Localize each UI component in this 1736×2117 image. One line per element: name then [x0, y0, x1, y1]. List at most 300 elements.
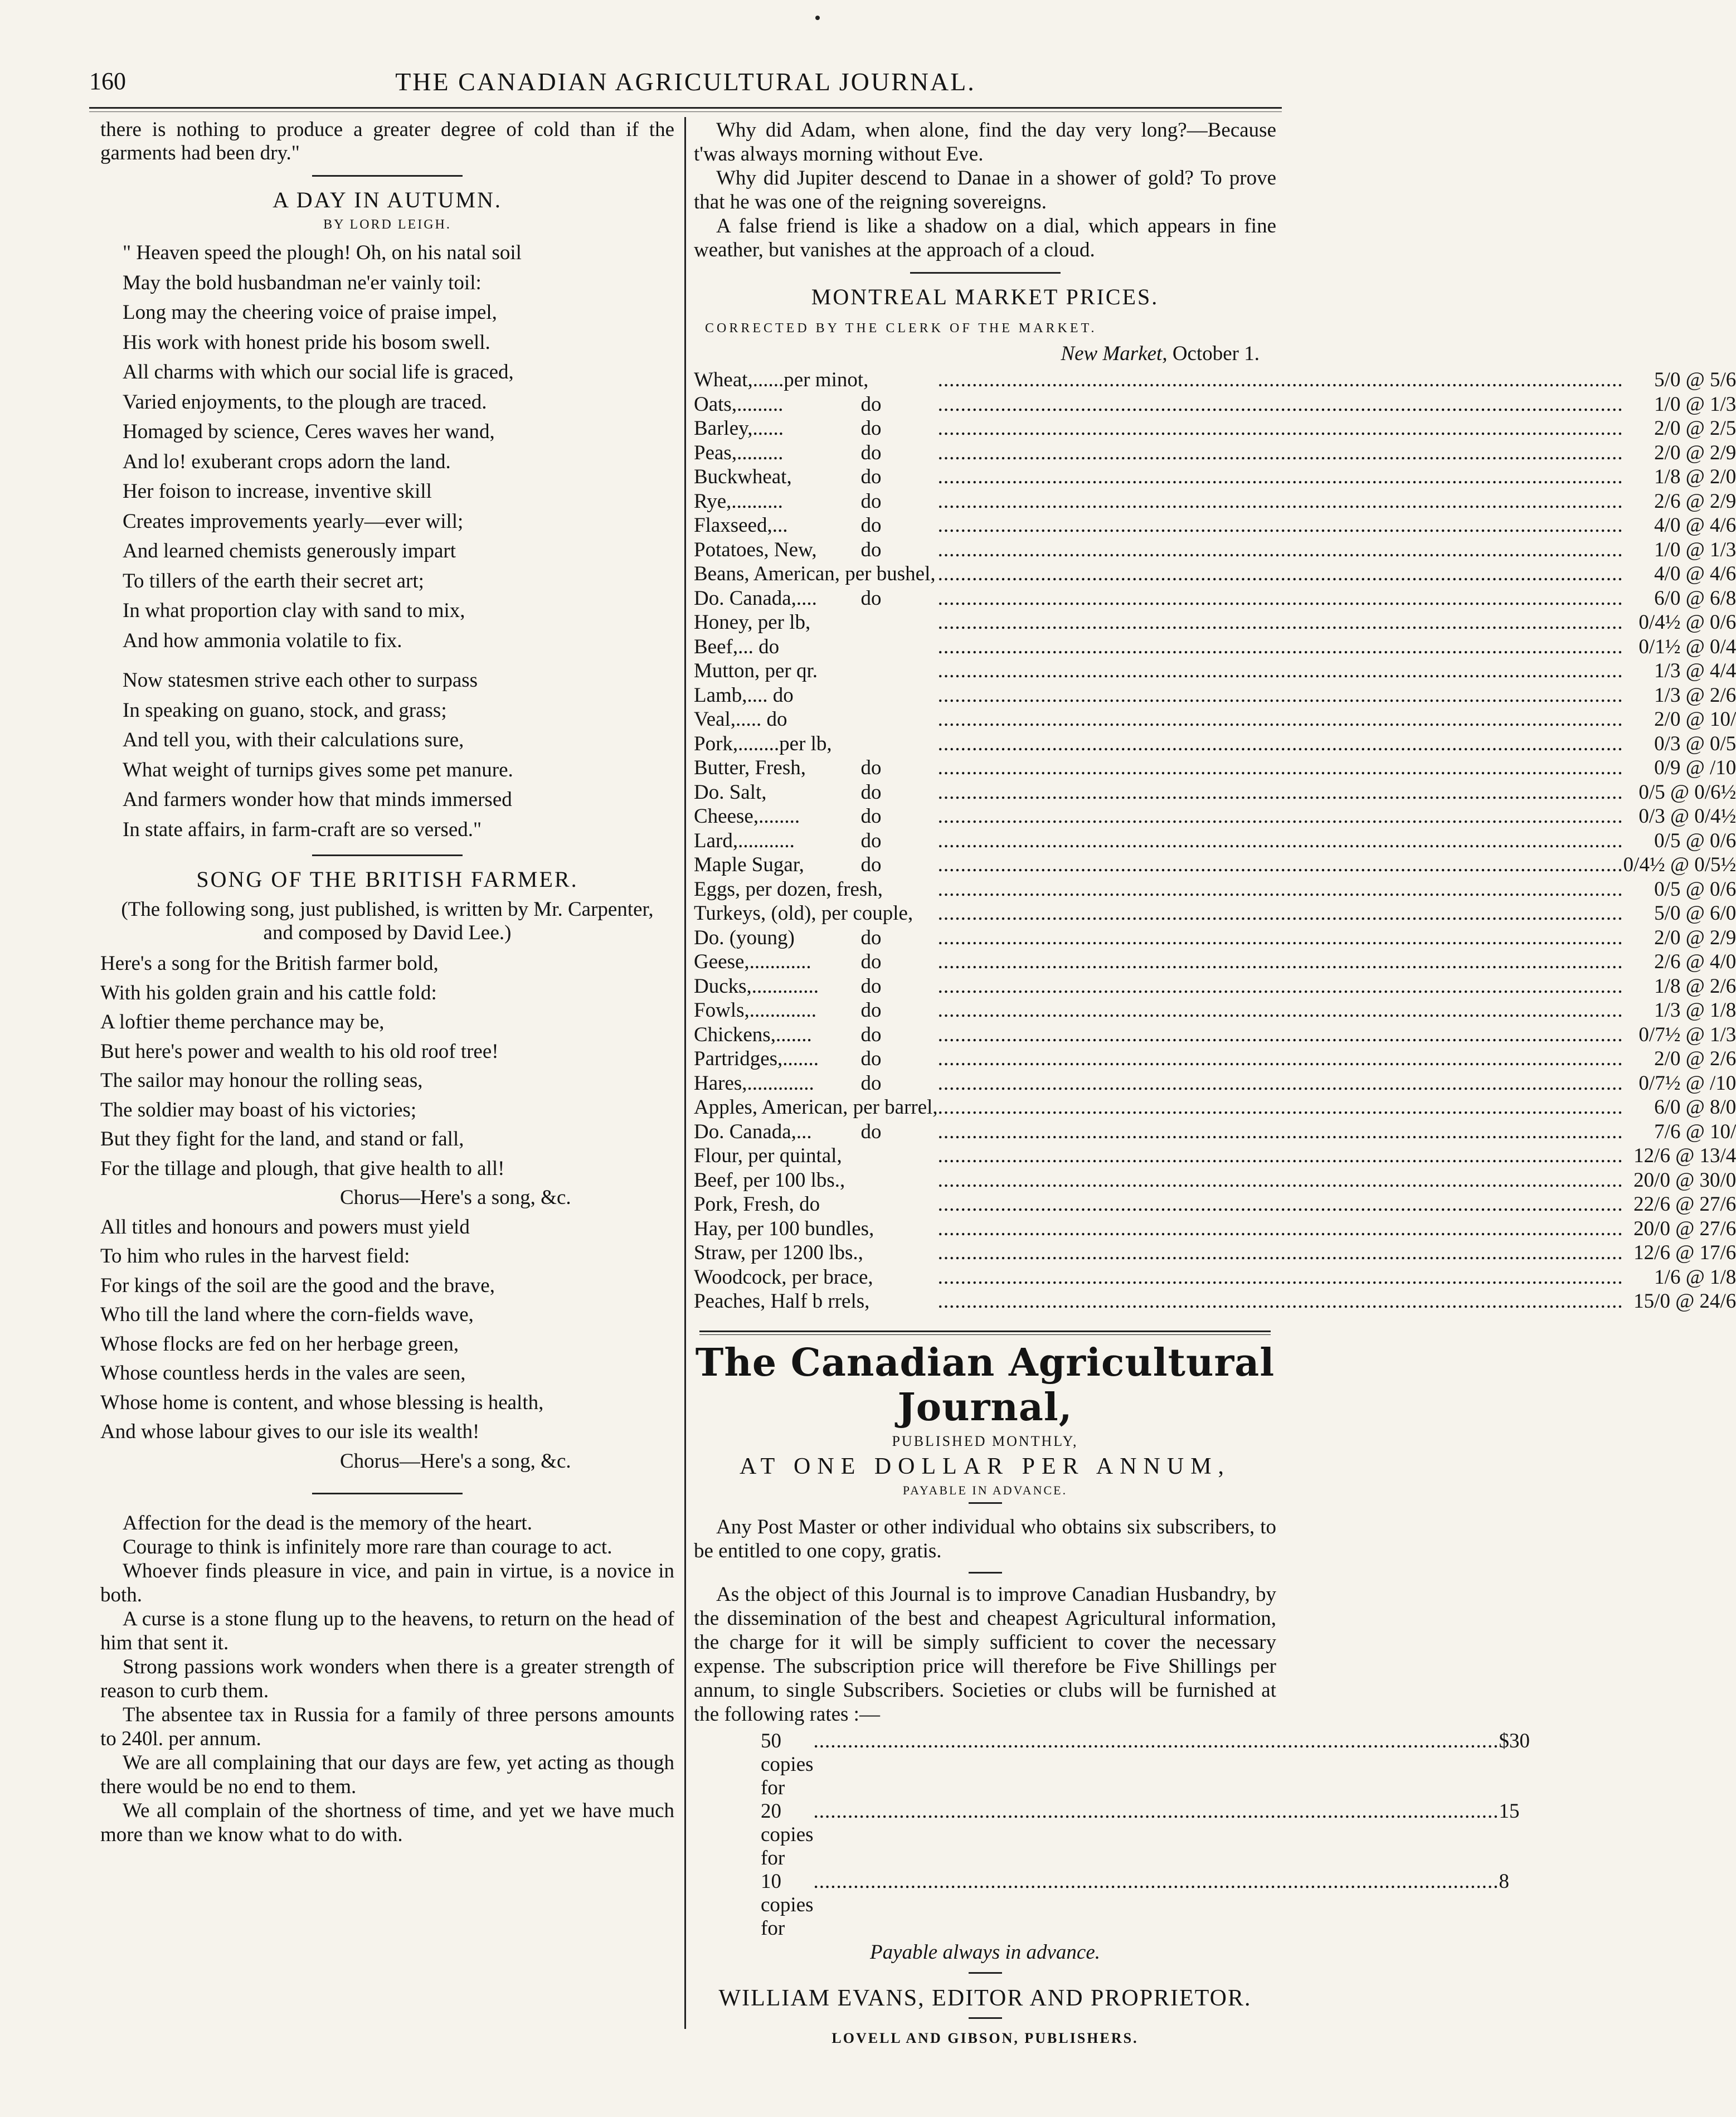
leader-dots [938, 1217, 1623, 1241]
header-rule [89, 107, 1282, 109]
price-row [694, 1241, 1736, 1265]
leader-dots [938, 441, 1623, 465]
price-unit: do [860, 586, 882, 610]
price-item: Rye,.......... [694, 489, 783, 513]
leader-dots [938, 416, 1623, 441]
price-unit: do [860, 1023, 882, 1046]
leader-dots [938, 732, 1623, 756]
ad-small-rule [969, 1572, 1002, 1574]
ad-editor: WILLIAM EVANS, EDITOR AND PROPRIETOR. [718, 1985, 1252, 2011]
price-value: 6/0 @ 6/8 [1654, 586, 1736, 610]
leader-dots [938, 1023, 1623, 1047]
leader-dots [938, 441, 1623, 465]
sayings [100, 1511, 674, 1847]
price-row [694, 392, 1736, 417]
leader-dots [938, 1047, 1623, 1071]
market-price-table [694, 368, 1736, 1314]
market-title: MONTREAL MARKET PRICES. [811, 284, 1159, 309]
saying: Courage to think is infinitely more rare than courage to act. [123, 1536, 612, 1558]
price-item: Fowls,............. [694, 999, 816, 1022]
price-item: Mutton, per qr. [694, 659, 818, 682]
price-value: 1/0 @ 1/3 [1654, 392, 1736, 416]
price-row [694, 974, 1736, 999]
price-row [694, 659, 1736, 683]
price-item: Veal,..... do [694, 708, 787, 731]
price-row [694, 513, 1736, 538]
price-value: 1/0 @ 1/3 [1654, 538, 1736, 561]
section-rule [312, 1493, 463, 1494]
saying: Affection for the dead is the memory of the heart. [123, 1512, 532, 1535]
ad-published: PUBLISHED MONTHLY, [892, 1433, 1078, 1449]
price-value: 2/0 @ 10/ [1654, 708, 1736, 731]
rate-price: 8 [1499, 1870, 1510, 1893]
price-row [694, 1144, 1736, 1168]
leader-dots [938, 1217, 1623, 1241]
price-item: Eggs, per dozen, fresh, [694, 877, 883, 901]
leader-dots [938, 950, 1623, 974]
price-value: 5/0 @ 5/6 [1654, 368, 1736, 391]
song-line: Whose countless herds in the vales are seen, [100, 1362, 466, 1385]
ad-small-rule [969, 1972, 1002, 1974]
price-value: 12/6 @ 17/6 [1633, 1241, 1736, 1264]
leader-dots [938, 538, 1623, 562]
poem-line: Creates improvements yearly—ever will; [123, 509, 464, 533]
price-row [694, 756, 1736, 780]
jokes [694, 118, 1276, 262]
ad-small-rule [969, 1502, 1002, 1504]
leader-dots [938, 756, 1623, 780]
price-unit: do [860, 1120, 882, 1143]
leader-dots [938, 829, 1623, 853]
price-item: Do. (young) [694, 926, 795, 949]
price-row [694, 707, 1736, 732]
leader-dots [938, 489, 1623, 514]
price-unit: do [860, 514, 882, 537]
poem-line: And farmers wonder how that minds immersed [123, 788, 512, 811]
ad-price-line: AT ONE DOLLAR PER ANNUM, [739, 1453, 1231, 1479]
song-line: But they fight for the land, and stand or fall, [100, 1128, 464, 1150]
price-item: Lamb,.... do [694, 683, 794, 707]
ad-rule-thin [699, 1334, 1271, 1335]
leader-dots [938, 610, 1623, 635]
poem-title: A DAY IN AUTUMN. [273, 187, 502, 212]
leader-dots [938, 1265, 1623, 1290]
section-rule [312, 854, 463, 856]
song-line: With his golden grain and his cattle fold: [100, 981, 437, 1004]
price-row [694, 829, 1736, 853]
leader-dots [938, 1241, 1623, 1265]
joke: Why did Jupiter descend to Danae in a shower of gold? To prove that he was one of the reigning sovereigns. [694, 167, 1276, 213]
leader-dots [938, 1144, 1623, 1168]
leader-dots [938, 513, 1623, 538]
rate-row [761, 1729, 1530, 1800]
price-value: 2/6 @ 4/0 [1654, 950, 1736, 973]
section-rule [312, 175, 463, 177]
header-rule-thin [89, 111, 1282, 112]
ad-para-1: Any Post Master or other individual who obtains six subscribers, to be entitled to one copy, gratis. [694, 1515, 1276, 1562]
rate-label: 10 copies for [761, 1870, 814, 1940]
section-rule [910, 272, 1061, 274]
leader-dots [938, 368, 1623, 392]
price-value: 0/9 @ /10 [1654, 756, 1736, 779]
leader-dots [938, 707, 1623, 732]
song-line: Who till the land where the corn-fields wave, [100, 1303, 474, 1326]
poem-line: " Heaven speed the plough! Oh, on his natal soil [123, 241, 522, 264]
leader-dots [938, 756, 1623, 780]
leader-dots [938, 926, 1623, 950]
price-row [694, 465, 1736, 489]
song-verse-2 [100, 1213, 674, 1477]
price-item: Cheese,........ [694, 805, 800, 828]
price-row [694, 998, 1736, 1023]
leader-dots [938, 562, 1623, 586]
page-header [89, 67, 1282, 100]
leader-dots [938, 1120, 1623, 1144]
price-row [694, 538, 1736, 562]
price-value: 0/5 @ 0/6 [1654, 877, 1736, 901]
price-item: Beans, American, per bushel, [694, 562, 936, 585]
rate-label: 20 copies for [761, 1799, 814, 1870]
leader-dots [938, 392, 1623, 417]
price-row [694, 901, 1736, 926]
price-row [694, 489, 1736, 514]
price-value: 2/6 @ 2/9 [1654, 489, 1736, 513]
price-row [694, 562, 1736, 586]
poem-byline: BY LORD LEIGH. [323, 217, 451, 232]
leader-dots [938, 683, 1623, 708]
price-value: 12/6 @ 13/4 [1633, 1144, 1736, 1167]
price-value: 20/0 @ 30/0 [1633, 1168, 1736, 1192]
price-row [694, 1289, 1736, 1314]
leader-dots [814, 1870, 1499, 1940]
price-unit: do [860, 974, 882, 998]
leader-dots [938, 853, 1623, 877]
price-value: 20/0 @ 27/6 [1633, 1217, 1736, 1240]
price-unit: do [860, 999, 882, 1022]
price-unit: do [860, 392, 882, 416]
saying: Whoever finds pleasure in vice, and pain in virtue, is a novice in both. [100, 1560, 674, 1606]
poem-line: In what proportion clay with sand to mix, [123, 599, 465, 622]
price-value: 2/0 @ 2/5 [1654, 417, 1736, 440]
price-item: Peaches, Half b rrels, [694, 1290, 870, 1313]
leader-dots [938, 950, 1623, 974]
market-place: New Market, [1061, 342, 1168, 365]
poem-line: His work with honest pride his bosom swell. [123, 331, 490, 354]
poem-line: In speaking on guano, stock, and grass; [123, 698, 447, 722]
price-item: Potatoes, New, [694, 538, 817, 561]
price-value: 22/6 @ 27/6 [1633, 1193, 1736, 1216]
song-line: The sailor may honour the rolling seas, [100, 1069, 423, 1092]
song-chorus: Chorus—Here's a song, &c. [340, 1186, 571, 1209]
leader-dots [938, 659, 1623, 683]
ad-para-2: As the object of this Journal is to improve Canadian Husbandry, by the dissemination of the best and cheapest Agricultural information, the charge for it will be simply sufficient to cover the necessary expense. The subscription price will therefore be Five Shillings per annum, to single Subscribers. Societies or clubs will be furnished at the following rates :— [694, 1582, 1276, 1726]
leader-dots [938, 586, 1623, 611]
price-item: Pork,........per lb, [694, 732, 832, 755]
price-value: 7/6 @ 10/ [1654, 1120, 1736, 1143]
price-value: 2/0 @ 2/9 [1654, 441, 1736, 464]
price-row [694, 416, 1736, 441]
rate-label: 50 copies for [761, 1729, 814, 1799]
saying: We are all complaining that our days are few, yet acting as though there would be no end to them. [100, 1751, 674, 1798]
song-line: Whose flocks are fed on her herbage green, [100, 1332, 459, 1356]
ad-payable: Payable always in advance. [869, 1940, 1101, 1964]
leader-dots [938, 1289, 1623, 1314]
leader-dots [938, 489, 1623, 514]
price-value: 4/0 @ 4/6 [1654, 562, 1736, 585]
leader-dots [814, 1800, 1499, 1870]
price-item: Hares,............. [694, 1071, 814, 1095]
price-item: Wheat,......per minot, [694, 368, 869, 391]
page-number: 160 [89, 67, 126, 95]
price-item: Honey, per lb, [694, 611, 811, 634]
price-unit: do [860, 926, 882, 949]
ad-title: The Canadian Agricultural Journal, [695, 1340, 1275, 1430]
leader-dots [938, 901, 1623, 926]
saying: A curse is a stone flung up to the heavens, to return on the head of him that sent it. [100, 1608, 674, 1654]
ad-rates [761, 1729, 1530, 1940]
intro-text: there is nothing to produce a greater degree of cold than if the garments had been dry." [100, 118, 674, 164]
poem-line: Varied enjoyments, to the plough are traced. [123, 390, 487, 414]
poem-line: Long may the cheering voice of praise impel, [123, 301, 497, 324]
song-chorus: Chorus—Here's a song, &c. [340, 1449, 571, 1473]
rate-row [761, 1799, 1520, 1870]
rate-row [761, 1870, 1510, 1940]
poem-stanza-1 [123, 238, 674, 656]
poem-stanza-2 [123, 666, 674, 844]
leader-dots [938, 538, 1623, 562]
price-value: 4/0 @ 4/6 [1654, 514, 1736, 537]
price-row [694, 804, 1736, 829]
poem-line: Now statesmen strive each other to surpass [123, 669, 478, 692]
price-item: Apples, American, per barrel, [694, 1096, 938, 1119]
price-item: Barley,...... [694, 417, 784, 440]
leader-dots [938, 1168, 1623, 1193]
song-line: Here's a song for the British farmer bold, [100, 952, 439, 975]
leader-dots [938, 1047, 1623, 1071]
poem-line: Homaged by science, Ceres waves her wand, [123, 420, 495, 443]
price-row [694, 780, 1736, 805]
leader-dots [938, 707, 1623, 732]
leader-dots [938, 465, 1623, 489]
price-value: 1/3 @ 2/6 [1654, 683, 1736, 707]
price-value: 6/0 @ 8/0 [1654, 1096, 1736, 1119]
song-line: All titles and honours and powers must yield [100, 1215, 470, 1239]
leader-dots [938, 877, 1623, 902]
price-value: 0/3 @ 0/5 [1654, 732, 1736, 755]
poem-line: All charms with which our social life is graced, [123, 361, 514, 383]
price-row [694, 635, 1736, 659]
poem-line: And learned chemists generously impart [123, 540, 456, 562]
price-item: Beef,... do [694, 635, 780, 658]
leader-dots [938, 804, 1623, 829]
price-item: Flour, per quintal, [694, 1144, 842, 1167]
leader-dots [938, 1095, 1623, 1120]
price-item: Do. Canada,.... [694, 586, 817, 610]
left-column [100, 118, 674, 1847]
poem-line: And how ammonia volatile to fix. [123, 629, 402, 652]
price-value: 0/5 @ 0/6½ [1638, 780, 1736, 804]
price-value: 0/7½ @ /10 [1638, 1071, 1736, 1095]
running-title: THE CANADIAN AGRICULTURAL JOURNAL. [395, 67, 976, 96]
price-unit: do [860, 950, 882, 973]
price-row [694, 441, 1736, 465]
price-row [694, 853, 1736, 877]
rate-price: $30 [1499, 1729, 1530, 1752]
journal-advertisement [694, 1331, 1530, 2047]
price-row [694, 1265, 1736, 1290]
leader-dots [938, 513, 1623, 538]
leader-dots [938, 586, 1623, 611]
price-row [694, 368, 1736, 392]
price-unit: do [860, 1047, 882, 1070]
price-unit: do [860, 489, 882, 513]
leader-dots [938, 829, 1623, 853]
song-line: The soldier may boast of his victories; [100, 1098, 417, 1121]
price-row [694, 683, 1736, 708]
song-line: For kings of the soil are the good and the brave, [100, 1274, 495, 1297]
price-item: Flaxseed,... [694, 514, 788, 537]
leader-dots [938, 1071, 1623, 1096]
price-item: Do. Canada,... [694, 1120, 812, 1143]
song-line: Whose home is content, and whose blessing is health, [100, 1391, 544, 1414]
price-row [694, 586, 1736, 611]
price-item: Straw, per 1200 lbs., [694, 1241, 863, 1264]
leader-dots [938, 1071, 1623, 1096]
poem-line: May the bold husbandman ne'er vainly toil: [123, 271, 482, 294]
price-item: Turkeys, (old), per couple, [694, 902, 913, 925]
price-value: 2/0 @ 2/9 [1654, 926, 1736, 949]
leader-dots [938, 1241, 1623, 1265]
song-note: (The following song, just published, is written by Mr. Carpenter, and composed by David Lee.) [121, 898, 654, 944]
price-row [694, 926, 1736, 950]
price-value: 15/0 @ 24/6 [1633, 1290, 1736, 1313]
right-column [694, 118, 1736, 2047]
price-value: 1/3 @ 4/4 [1654, 659, 1736, 682]
ad-small-rule [969, 2017, 1002, 2019]
market-date [694, 342, 1260, 366]
joke: Why did Adam, when alone, find the day very long?—Because t'was always morning without Eve. [694, 119, 1276, 166]
leader-dots [938, 635, 1623, 659]
leader-dots [938, 732, 1623, 756]
ad-rule [699, 1331, 1271, 1332]
song-line: And whose labour gives to our isle its wealth! [100, 1420, 480, 1443]
saying: Strong passions work wonders when there is a greater strength of reason to curb them. [100, 1655, 674, 1702]
song-verse-1 [100, 949, 674, 1213]
price-unit: do [860, 805, 882, 828]
leader-dots [938, 974, 1623, 999]
song-line: But here's power and wealth to his old roof tree! [100, 1040, 499, 1063]
price-item: Maple Sugar, [694, 853, 804, 876]
price-item: Geese,............ [694, 950, 811, 973]
price-row [694, 1192, 1736, 1217]
price-value: 1/6 @ 1/8 [1654, 1265, 1736, 1289]
ad-payable-in-advance: PAYABLE IN ADVANCE. [902, 1483, 1068, 1497]
leader-dots [814, 1730, 1499, 1800]
leader-dots [938, 1168, 1623, 1193]
song-line: A loftier theme perchance may be, [100, 1011, 385, 1033]
price-row [694, 950, 1736, 974]
price-row [694, 1095, 1736, 1120]
song-line: To him who rules in the harvest field: [100, 1245, 410, 1268]
leader-dots [938, 416, 1623, 441]
leader-dots [938, 465, 1623, 489]
price-value: 0/7½ @ 1/3 [1638, 1023, 1736, 1046]
price-row [694, 610, 1736, 635]
price-value: 0/5 @ 0/6 [1654, 829, 1736, 852]
song-title: SONG OF THE BRITISH FARMER. [196, 867, 578, 892]
price-item: Woodcock, per brace, [694, 1265, 873, 1289]
leader-dots [938, 635, 1623, 659]
price-value: 0/1½ @ 0/4 [1638, 635, 1736, 658]
price-value: 5/0 @ 6/0 [1654, 902, 1736, 925]
leader-dots [938, 392, 1623, 417]
leader-dots [938, 1144, 1623, 1168]
leader-dots [938, 780, 1623, 805]
leader-dots [938, 926, 1623, 950]
price-unit: do [860, 1071, 882, 1095]
leader-dots [938, 998, 1623, 1023]
price-row [694, 1168, 1736, 1193]
price-row [694, 1217, 1736, 1241]
saying: The absentee tax in Russia for a family of three persons amounts to 240l. per annum. [100, 1703, 674, 1750]
leader-dots [938, 780, 1623, 805]
price-row [694, 1120, 1736, 1144]
price-item: Chickens,....... [694, 1023, 812, 1046]
leader-dots [938, 1120, 1623, 1144]
leader-dots [938, 804, 1623, 829]
poem-line: And tell you, with their calculations sure, [123, 729, 464, 751]
price-item: Pork, Fresh, do [694, 1193, 820, 1216]
price-row [694, 1023, 1736, 1047]
poem-line: And lo! exuberant crops adorn the land. [123, 450, 451, 473]
saying: We all complain of the shortness of time, and yet we have much more than we know what to do with. [100, 1799, 674, 1846]
poem-line: In state affairs, in farm-craft are so versed." [123, 818, 482, 841]
leader-dots [938, 901, 1623, 926]
price-unit: do [860, 417, 882, 440]
ink-dot [815, 16, 820, 20]
leader-dots [938, 1023, 1623, 1047]
leader-dots [938, 562, 1623, 586]
price-item: Peas,......... [694, 441, 784, 464]
song-line: For the tillage and plough, that give health to all! [100, 1157, 505, 1180]
poem-line: What weight of turnips gives some pet manure. [123, 758, 513, 781]
leader-dots [938, 610, 1623, 635]
price-item: Buckwheat, [694, 465, 792, 488]
price-item: Hay, per 100 bundles, [694, 1217, 874, 1240]
price-item: Partridges,....... [694, 1047, 819, 1070]
leader-dots [938, 998, 1623, 1023]
leader-dots [938, 1289, 1623, 1314]
price-value: 0/3 @ 0/4½ [1638, 805, 1736, 828]
market-date-text: October 1. [1167, 342, 1260, 365]
ad-publishers: LOVELL AND GIBSON, PUBLISHERS. [831, 2029, 1139, 2046]
price-value: 1/8 @ 2/6 [1654, 974, 1736, 998]
price-value: 0/4½ @ 0/5½ [1623, 853, 1736, 876]
price-row [694, 732, 1736, 756]
price-row [694, 1071, 1736, 1096]
leader-dots [938, 853, 1623, 877]
price-value: 1/8 @ 2/0 [1654, 465, 1736, 488]
column-divider [684, 117, 686, 2029]
price-value: 0/4½ @ 0/6 [1638, 611, 1736, 634]
leader-dots [938, 1095, 1623, 1120]
price-unit: do [860, 853, 882, 876]
price-item: Beef, per 100 lbs., [694, 1168, 845, 1192]
price-value: 1/3 @ 1/8 [1654, 999, 1736, 1022]
price-item: Oats,......... [694, 392, 784, 416]
price-item: Do. Salt, [694, 780, 767, 804]
price-row [694, 877, 1736, 902]
